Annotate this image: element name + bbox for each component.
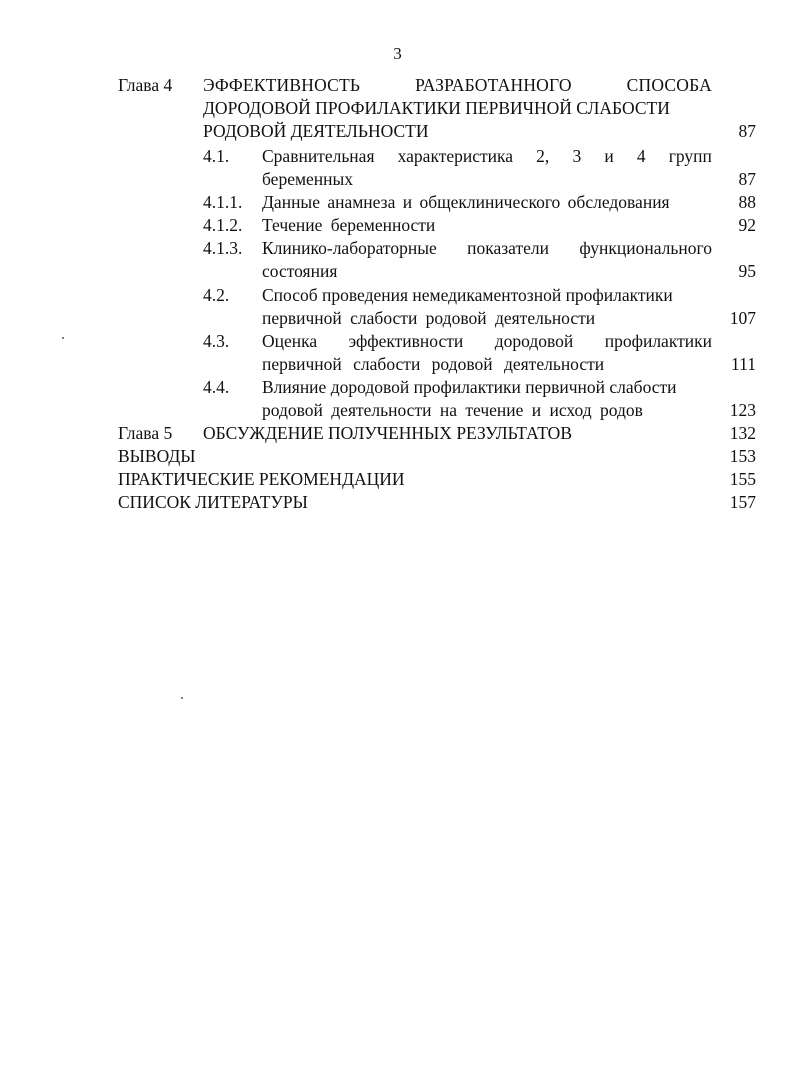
chapter4-title-line3: РОДОВОЙ ДЕЯТЕЛЬНОСТИ bbox=[203, 121, 429, 141]
section-number: 4.1.3. bbox=[203, 238, 243, 258]
section-page: 95 bbox=[738, 261, 756, 281]
section-page: 87 bbox=[738, 169, 756, 189]
section-page: 123 bbox=[729, 400, 756, 420]
conclusions-page: 153 bbox=[729, 446, 756, 466]
justified-word: 2, bbox=[536, 146, 550, 166]
references-title: СПИСОК ЛИТЕРАТУРЫ bbox=[118, 492, 308, 512]
section-number: 4.3. bbox=[203, 331, 230, 351]
chapter5-title: ОБСУЖДЕНИЕ ПОЛУЧЕННЫХ РЕЗУЛЬТАТОВ bbox=[203, 423, 572, 443]
justified-word: групп bbox=[668, 146, 712, 166]
section-page: 92 bbox=[738, 215, 756, 235]
chapter4-label: Глава 4 bbox=[118, 75, 173, 95]
chapter4-title-line2: ДОРОДОВОЙ ПРОФИЛАКТИКИ ПЕРВИЧНОЙ СЛАБОСТИ bbox=[203, 98, 670, 118]
recommendations-title: ПРАКТИЧЕСКИЕ РЕКОМЕНДАЦИИ bbox=[118, 469, 405, 489]
justified-word: эффективности bbox=[348, 331, 464, 351]
section-number: 4.1.2. bbox=[203, 215, 243, 235]
section-number: 4.2. bbox=[203, 285, 230, 305]
chapter5-page: 132 bbox=[729, 423, 756, 443]
justified-word: показатели bbox=[467, 238, 549, 258]
chapter4-title-line1 bbox=[203, 74, 712, 97]
section-line1: Влияние дородовой профилактики первичной слабости bbox=[262, 377, 677, 397]
section-page: 107 bbox=[729, 308, 756, 328]
section-number: 4.1. bbox=[203, 146, 230, 166]
section-number: 4.1.1. bbox=[203, 192, 243, 212]
scan-speck bbox=[62, 337, 64, 339]
justified-word: профилактики bbox=[604, 331, 712, 351]
justified-word: 4 bbox=[636, 146, 646, 166]
section-line2: первичной слабости родовой деятельности bbox=[262, 354, 605, 374]
section-line2: первичной слабости родовой деятельности bbox=[262, 308, 596, 328]
justified-word: дородовой bbox=[494, 331, 574, 351]
conclusions-title: ВЫВОДЫ bbox=[118, 446, 196, 466]
section-page: 88 bbox=[738, 192, 756, 212]
chapter5-label: Глава 5 bbox=[118, 423, 173, 443]
section-line1-justified bbox=[262, 237, 712, 260]
section-line1: Данные анамнеза и общеклинического обследования bbox=[262, 192, 670, 212]
scan-speck bbox=[181, 697, 183, 699]
page-number: 3 bbox=[393, 44, 402, 63]
section-page: 111 bbox=[731, 354, 756, 374]
section-line1-justified bbox=[262, 330, 712, 353]
section-line2: родовой деятельности на течение и исход родов bbox=[262, 400, 643, 420]
chapter4-page: 87 bbox=[738, 121, 756, 141]
section-line2: беременных bbox=[262, 169, 354, 189]
section-line2: состояния bbox=[262, 261, 338, 281]
justified-word: Сравнительная bbox=[262, 146, 375, 166]
section-line1: Способ проведения немедикаментозной профилактики bbox=[262, 285, 673, 305]
recommendations-page: 155 bbox=[729, 469, 756, 489]
references-page: 157 bbox=[729, 492, 756, 512]
justified-word: функционального bbox=[579, 238, 712, 258]
justified-word: и bbox=[604, 146, 614, 166]
chapter4-title-word: СПОСОБА bbox=[626, 75, 712, 95]
justified-word: характеристика bbox=[397, 146, 514, 166]
justified-word: Клинико-лабораторные bbox=[262, 238, 437, 258]
section-line1: Течение беременности bbox=[262, 215, 436, 235]
section-number: 4.4. bbox=[203, 377, 230, 397]
section-line1-justified bbox=[262, 145, 712, 168]
chapter4-title-line1-text bbox=[203, 74, 712, 97]
justified-word: Оценка bbox=[262, 331, 318, 351]
justified-word: 3 bbox=[572, 146, 582, 166]
chapter4-title-word: ЭФФЕКТИВНОСТЬ bbox=[203, 75, 361, 95]
chapter4-title-word: РАЗРАБОТАННОГО bbox=[415, 75, 572, 95]
